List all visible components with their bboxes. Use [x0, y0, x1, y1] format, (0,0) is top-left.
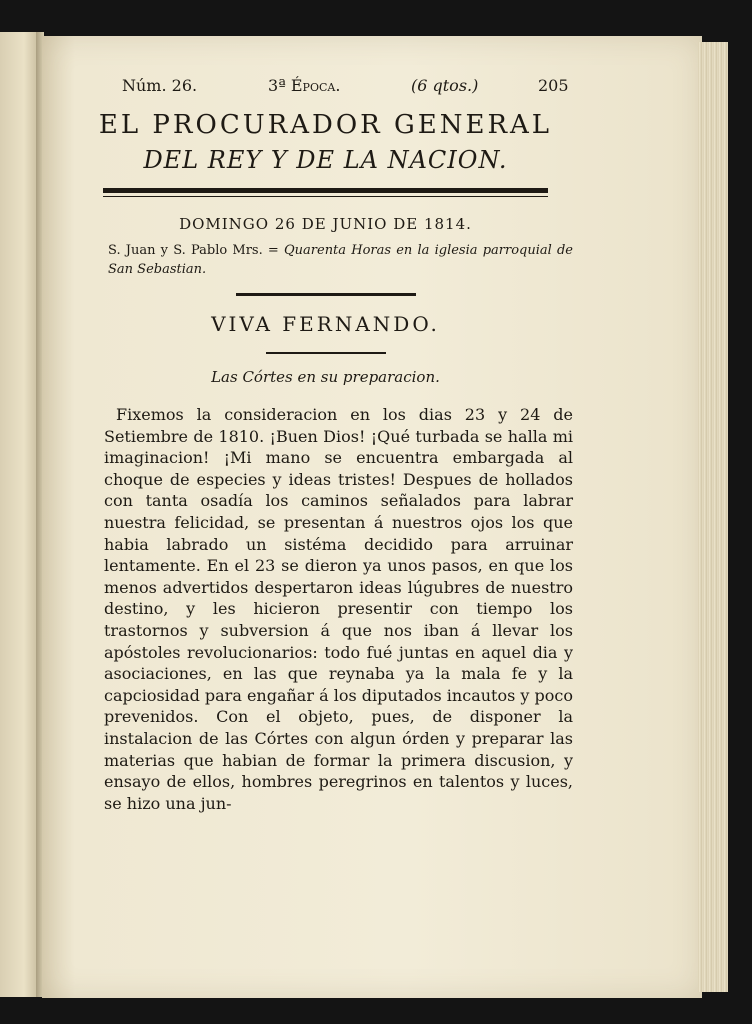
rule-thin	[103, 196, 548, 197]
devotion-note: Quarenta Horas en la iglesia parroquial de San Sebastian.	[108, 243, 573, 277]
issue-date: DOMINGO 26 DE JUNIO DE 1814.	[179, 215, 472, 233]
heading-divider	[266, 352, 386, 354]
newspaper-subtitle: DEL REY Y DE LA NACION.	[143, 146, 508, 174]
article-paragraph: Fixemos la consideracion en los dias 23 y 24 de Setiembre de 1810. ¡Buen Dios! ¡Qué turbada se halla mi imaginacion! ¡Mi mano se encuentra embargada al choque de especies y ideas tristes! Despues de hollados con tanta osadía los caminos señalados para labrar nuestra felicidad, se presentan á nuestros ojos los que habia labrado un sistéma decidido para arruinar lentamente. En el 23 se dieron ya unos pasos, en que los menos advertidos despertaron ideas lúgubres de nuestro destino, y les hicieron presentir con tiempo los trastornos y subversion á que nos iban á llevar los apóstoles revolucionarios: todo fué juntas en aquel dia y asociaciones, en las que reynaba ya la mala fe y la capciosidad para engañar á los diputados incautos y poco prevenidos. Con el objeto, pues, de disponer la instalacion de las Córtes con algun órden y preparar las materias que habian de formar la primera discusion, y ensayo de ellos, hombres peregrinos en talentos y luces, se hizo una jun-	[104, 405, 573, 813]
saints-names: S. Juan y S. Pablo Mrs. =	[108, 243, 284, 258]
heading-viva: VIVA FERNANDO.	[211, 312, 440, 336]
epoch-label: 3ª Época.	[268, 76, 341, 95]
article-title: Las Córtes en su preparacion.	[211, 368, 440, 386]
rule-thick	[103, 188, 548, 193]
quantity-label: (6 qtos.)	[411, 76, 479, 95]
saints-of-the-day	[78, 241, 573, 279]
left-page-edge	[0, 32, 40, 997]
issue-number: Núm. 26.	[122, 76, 198, 95]
article-body	[78, 404, 573, 814]
running-header	[78, 76, 573, 106]
section-divider	[236, 293, 416, 296]
masthead-rule	[103, 188, 548, 197]
page-stack-edges	[698, 42, 728, 992]
newspaper-title: EL PROCURADOR GENERAL	[98, 110, 553, 140]
page-number: 205	[538, 76, 569, 95]
page-content	[78, 76, 573, 814]
